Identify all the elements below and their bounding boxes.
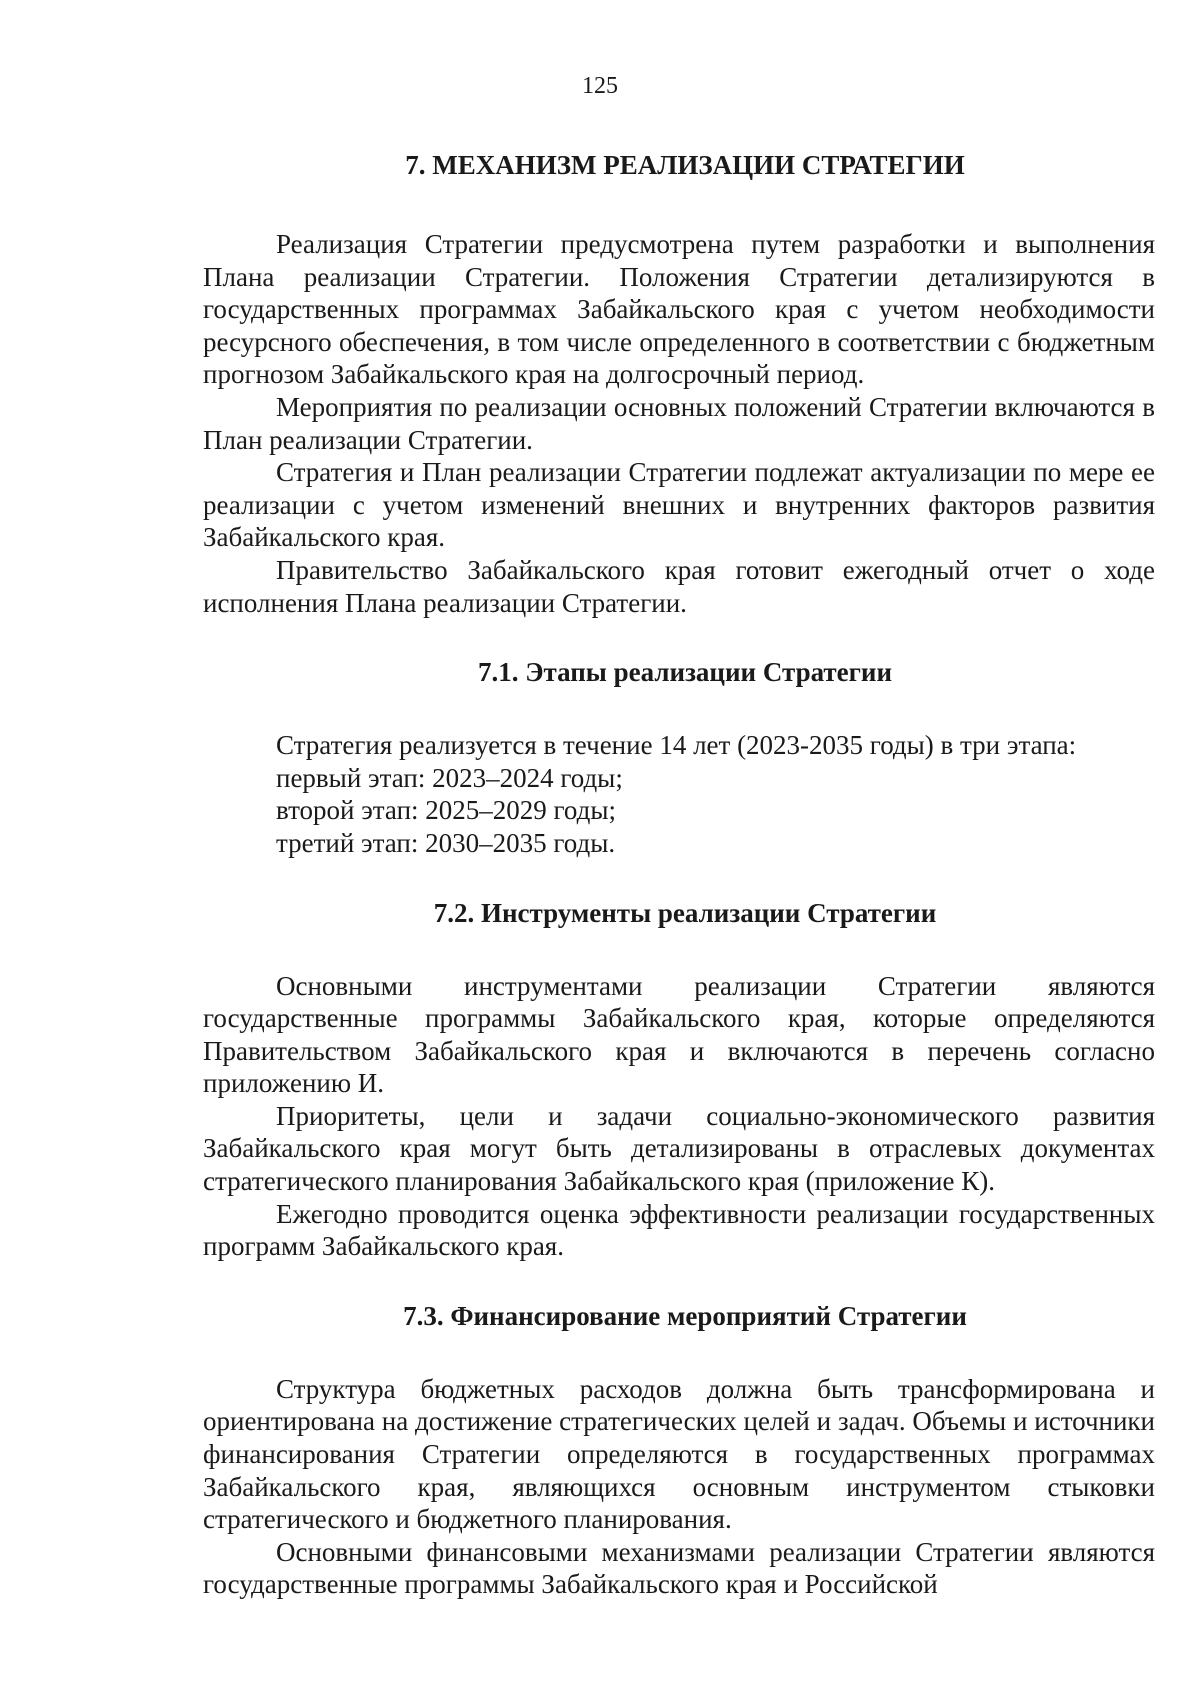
stage-item: первый этап: 2023–2024 годы; bbox=[276, 762, 623, 793]
paragraph: Реализация Стратегии предусмотрена путем разработки и выполнения Плана реализации Стратегии. Положения Стратегии детализируются в государственных программах Забайкальского края с учетом необходимости ресурсного обеспечения, в том числе определенного в соответствии с бюджетным прогнозом Забайкальского края на долгосрочный период. bbox=[203, 229, 1155, 390]
section-title-7-2: 7.2. Инструменты реализации Стратегии bbox=[433, 897, 937, 928]
stages-intro: Стратегия реализуется в течение 14 лет (2023-2035 годы) в три этапа: bbox=[276, 730, 1077, 761]
paragraph: Стратегия и План реализации Стратегии подлежат актуализации по мере ее реализации с учетом изменений внешних и внутренних факторов развития Забайкальского края. bbox=[203, 457, 1155, 553]
page-number: 125 bbox=[582, 73, 618, 99]
stage-item: второй этап: 2025–2029 годы; bbox=[276, 795, 617, 826]
paragraph: Ежегодно проводится оценка эффективности реализации государственных программ Забайкальского края. bbox=[203, 1198, 1155, 1262]
paragraph: Структура бюджетных расходов должна быть трансформирована и ориентирована на достижение стратегических целей и задач. Объемы и источники финансирования Стратегии определяются в государственных программах Забайкальского края, являющихся основным инструментом стыковки стратегического и бюджетного планирования. bbox=[203, 1373, 1155, 1535]
stage-item: третий этап: 2030–2035 годы. bbox=[276, 827, 616, 858]
paragraph: Основными финансовыми механизмами реализации Стратегии являются государственные программы Забайкальского края и Российской bbox=[203, 1536, 1155, 1600]
paragraph: Приоритеты, цели и задачи социально-экономического развития Забайкальского края могут быть детализированы в отраслевых документах стратегического планирования Забайкальского края (приложение К). bbox=[203, 1100, 1155, 1197]
document-body bbox=[203, 148, 1155, 1601]
paragraph: Правительство Забайкальского края готовит ежегодный отчет о ходе исполнения Плана реализации Стратегии. bbox=[203, 554, 1155, 618]
section-title-7-3: 7.3. Финансирование мероприятий Стратегии bbox=[403, 1300, 967, 1331]
chapter-title: 7. МЕХАНИЗМ РЕАЛИЗАЦИИ СТРАТЕГИИ bbox=[405, 150, 965, 180]
stages-list bbox=[203, 729, 1155, 859]
paragraph: Основными инструментами реализации Стратегии являются государственные программы Забайкальского края, которые определяются Правительством Забайкальского края и включаются в перечень согласно приложению И. bbox=[203, 970, 1155, 1099]
paragraph: Мероприятия по реализации основных положений Стратегии включаются в План реализации Стратегии. bbox=[203, 391, 1155, 455]
section-title-7-1: 7.1. Этапы реализации Стратегии bbox=[477, 657, 893, 688]
